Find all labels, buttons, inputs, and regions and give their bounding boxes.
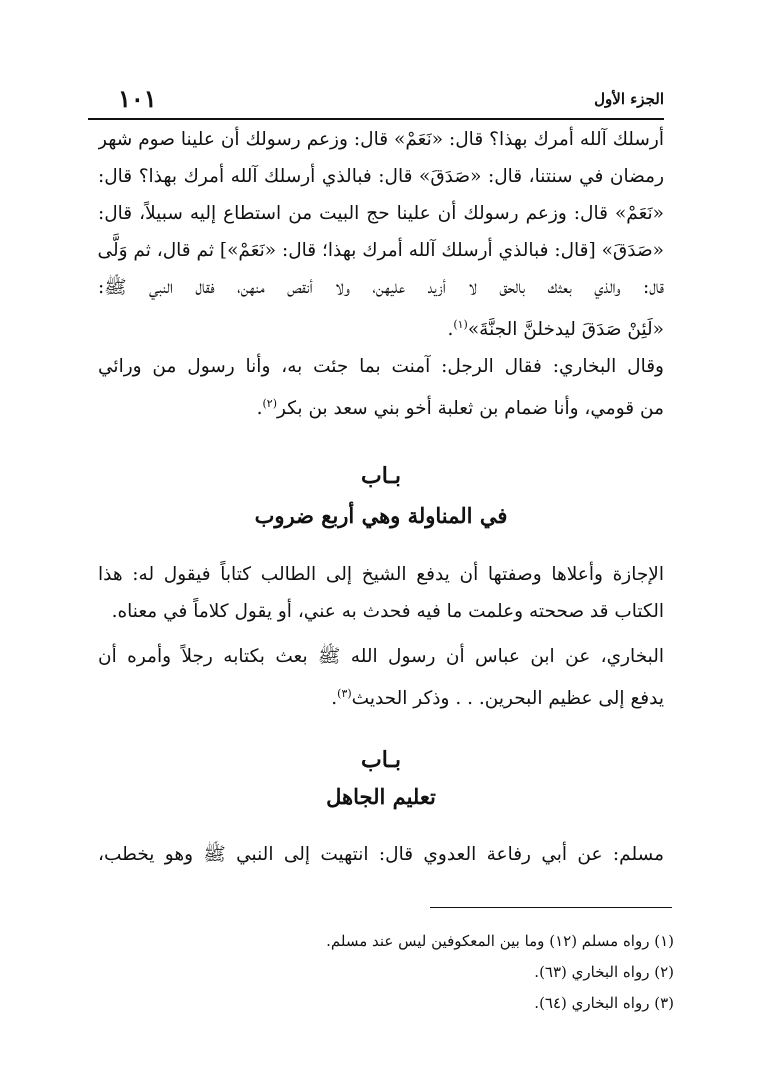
footnote: (١) رواه مسلم (١٢) وما بين المعكوفين ليس عند مسلم. [326,932,674,950]
sentence-end: . [447,319,454,341]
text-segment: يدفع إلى عظيم البحرين. . . وذكر الحديث [351,688,664,710]
text-segment: «لَئِنْ صَدَقَ ليدخلنَّ الجنَّةَ» [467,319,664,341]
sentence-end: . [256,398,263,420]
text-line: «نَعَمْ» قال: وزعم رسولك أن علينا حج البيت من استطاع إليه سبيلاً، قال: [98,203,664,224]
footnote-ref: (٢) [262,397,277,410]
chapter-label: بـاب [361,463,401,489]
running-title: الجزء الأول [594,90,664,108]
text-line-last: الكتاب قد صححته وعلمت ما فيه فحدث به عني، أو يقول كلاماً في معناه. [111,601,664,622]
text-segment: من قومي، وأنا ضمام بن ثعلبة أخو بني سعد بن بكر [276,398,664,420]
footnote: (٢) رواه البخاري (٦٣). [534,963,674,981]
paragraph-ijaza [98,556,664,630]
text-line: مسلم: عن أبي رفاعة العدوي قال: انتهيت إلى النبي ﷺ وهو يخطب، [98,844,664,865]
text-line: الإجازة وأعلاها وصفتها أن يدفع الشيخ إلى الطالب كتاباً فيقول له: هذا [98,564,664,585]
paragraph-muslim-rifaa [98,836,664,873]
footnote-rule [430,907,672,908]
text-line: وقال البخاري: فقال الرجل: آمنت بما جئت به، وأنا رسول من ورائي [98,356,664,377]
page-header [118,84,664,118]
chapter-title: تعليم الجاهل [326,784,436,809]
text-line: البخاري، عن ابن عباس أن رسول الله ﷺ بعث بكتابه رجلاً وأمره أن [98,646,664,667]
footnote-ref: (٣) [337,687,352,700]
page-number: ١٠١ [118,84,157,113]
text-line-last [98,675,664,712]
chapter-label: بـاب [361,747,401,773]
chapter-title: في المناولة وهي أربع ضروب [254,503,508,528]
sentence-end: . [331,688,338,710]
text-line: قال: والذي بعثك بالحق لا أزيد عليهن، ولا أنقص منهن، فقال النبي ﷺ: [98,277,664,298]
header-rule [88,118,664,120]
footnote: (٣) رواه البخاري (٦٤). [534,994,674,1012]
text-line-last [98,306,664,343]
footnotes [194,926,674,1019]
paragraph-bukhari-narration [98,348,664,422]
text-line: رمضان في سنتنا، قال: «صَدَقَ» قال: فبالذي أرسلك آلله أمرك بهذا؟ قال: [98,166,664,187]
text-line: «صَدَقَ» [قال: فبالذي أرسلك آلله أمرك بهذا؛ قال: «نَعَمْ»] ثم قال، ثم وَلَّى [98,240,664,261]
paragraph-hadith-continuation [98,121,664,343]
paragraph-bukhari-ibn-abbas [98,638,664,712]
text-line-last [98,385,664,422]
text-line: أرسلك آلله أمرك بهذا؟ قال: «نَعَمْ» قال: وزعم رسولك أن علينا صوم شهر [98,129,664,150]
footnote-ref: (١) [453,318,468,331]
